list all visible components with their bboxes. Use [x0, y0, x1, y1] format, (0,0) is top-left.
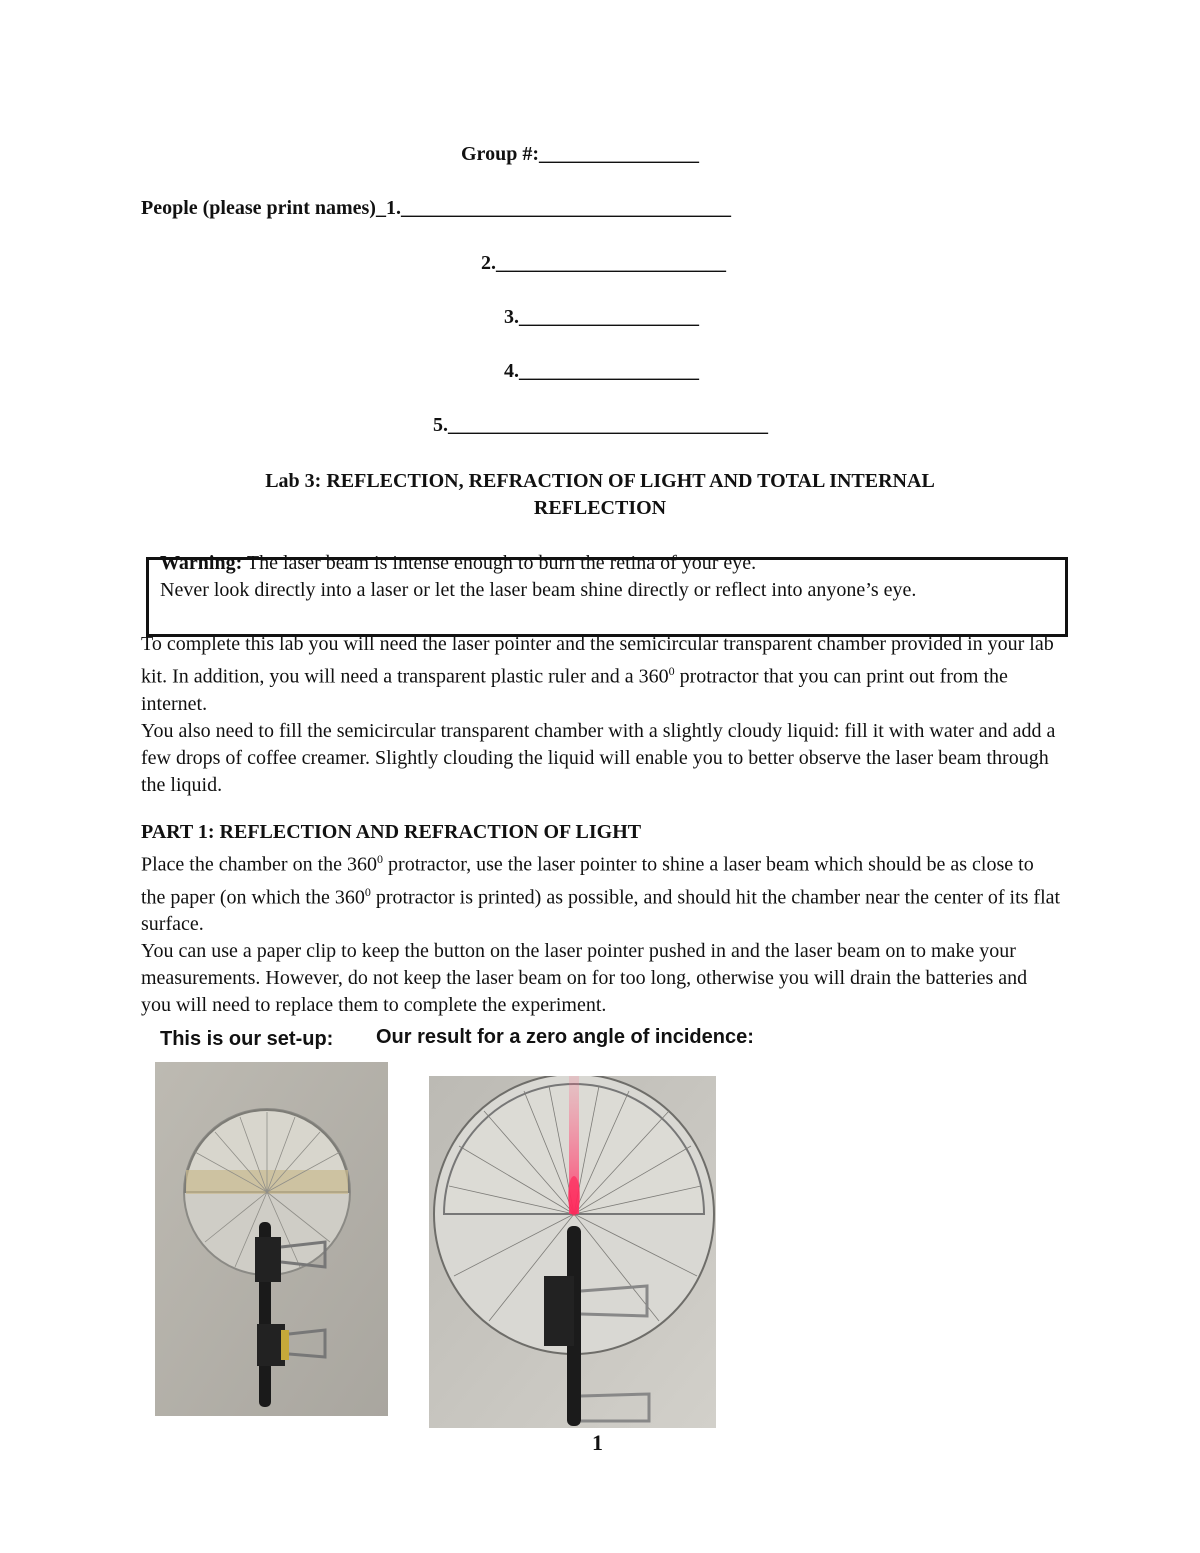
warning-text — [160, 550, 1070, 604]
lab-title-line-2: REFLECTION — [533, 497, 667, 519]
degree-superscript: 0 — [668, 664, 675, 678]
name-blank: __________________ — [519, 306, 699, 328]
lab-title-line-1: Lab 3: REFLECTION, REFRACTION OF LIGHT AND TOTAL INTERNAL — [265, 470, 935, 492]
name-line-4 — [504, 360, 699, 383]
people-blank-1: _________________________________ — [400, 197, 731, 219]
degree-superscript: 0 — [377, 852, 384, 866]
part1-text-c: protractor is printed) as possible, and should hit the chamber near the center of its flat surface. — [141, 886, 1061, 936]
people-line-1 — [141, 197, 731, 220]
intro-text-b: protractor that you can print out from the internet. — [141, 665, 1008, 715]
setup-caption: This is our set-up: — [160, 1028, 334, 1050]
name-blank: __________________ — [519, 360, 699, 382]
lab-title — [100, 468, 1100, 522]
group-label: Group #: — [461, 143, 539, 165]
name-number: 3. — [504, 306, 519, 328]
people-label: People (please print names)_1. — [141, 197, 401, 219]
result-caption: Our result for a zero angle of incidence: — [376, 1026, 754, 1048]
part1-paragraph-1 — [141, 846, 1061, 938]
warning-label: Warning: — [160, 552, 243, 574]
name-line-3 — [504, 306, 699, 329]
result-photo — [429, 1076, 716, 1428]
part1-text-b: protractor, use the laser pointer to shine a laser beam which should be as close to the paper (on which the 360 — [141, 853, 1034, 909]
part1-heading: PART 1: REFLECTION AND REFRACTION OF LIGHT — [141, 821, 642, 843]
intro-paragraph-2: You also need to fill the semicircular transparent chamber with a slightly cloudy liquid: fill it with water and add a few drops of coffee creamer. Slightly clouding the liquid will enable you to better observe the laser beam through the liquid. — [141, 719, 1056, 796]
name-blank: ________________________________ — [448, 414, 768, 436]
degree-superscript: 0 — [364, 884, 371, 899]
page-number: 1 — [592, 1430, 603, 1455]
part1-section — [141, 819, 1061, 1019]
setup-photo — [155, 1062, 388, 1416]
intro-section — [141, 631, 1061, 799]
part1-paragraph-2: You can use a paper clip to keep the button on the laser pointer pushed in and the laser beam on to make your measurements. However, do not keep the laser beam on for too long, otherwise you will drain the batteries and you will need to replace them to complete the experiment. — [141, 940, 1028, 1017]
intro-text-a: To complete this lab you will need the laser pointer and the semicircular transparent chamber provided in your lab kit. In addition, you will need a transparent plastic ruler and a 360 — [141, 633, 1054, 688]
name-blank: _______________________ — [496, 252, 726, 274]
intro-paragraph-1 — [141, 631, 1061, 718]
name-number: 2. — [481, 252, 496, 274]
name-number: 5. — [433, 414, 448, 436]
group-number-line — [461, 143, 699, 166]
group-blank: ________________ — [538, 143, 699, 165]
name-line-5 — [433, 414, 768, 437]
name-line-2 — [481, 252, 726, 275]
warning-line-1: The laser beam is intense enough to burn the retina of your eye. — [242, 552, 757, 574]
name-number: 4. — [504, 360, 519, 382]
part1-text-a: Place the chamber on the 360 — [141, 853, 378, 876]
warning-line-2: Never look directly into a laser or let the laser beam shine directly or reflect into anyone’s eye. — [160, 579, 917, 601]
